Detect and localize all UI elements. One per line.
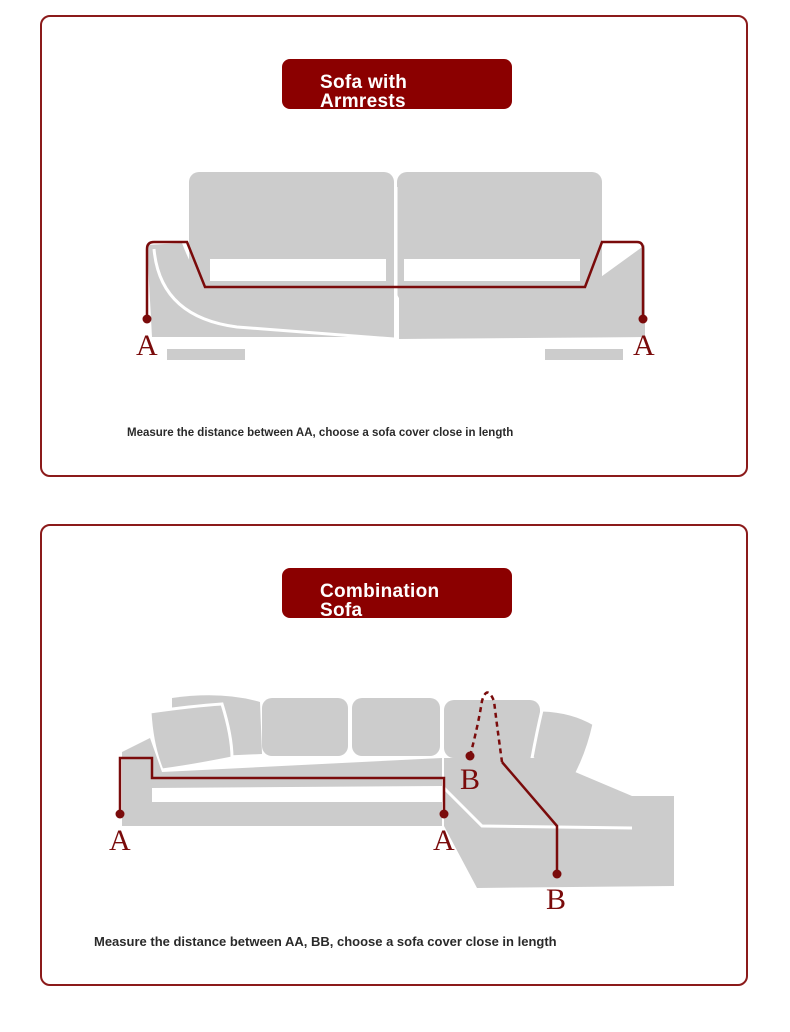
panel-sofa-with-armrests: [40, 15, 748, 477]
caption: Measure the distance between AA, BB, choose a sofa cover close in length: [94, 934, 557, 949]
marker-dot-a-left: [116, 810, 125, 819]
marker-b-top: B: [460, 763, 481, 796]
seat-highlight-left: [210, 259, 386, 281]
back-cushion-3: [352, 698, 440, 756]
leg-right: [545, 349, 623, 360]
panel-title: Combination Sofa: [320, 581, 440, 618]
leg-left: [167, 349, 245, 360]
back-cushion-right: [397, 172, 602, 302]
marker-dot-b-top: [466, 752, 475, 761]
marker-a-left: A: [109, 824, 131, 857]
marker-a-left: A: [136, 329, 158, 362]
marker-dot-a-right: [639, 315, 648, 324]
caption: Measure the distance between AA, choose a sofa cover close in length: [127, 427, 514, 439]
marker-dot-a-right: [440, 810, 449, 819]
marker-a-right: A: [433, 824, 455, 857]
combination-sofa-diagram: [42, 526, 750, 988]
panel-combination-sofa: [40, 524, 748, 986]
marker-a-right: A: [633, 329, 655, 362]
back-cushion-4: [444, 700, 540, 758]
panel-title: Sofa with Armrests: [320, 72, 408, 109]
marker-dot-b-bottom: [553, 870, 562, 879]
back-cushion-2: [262, 698, 348, 756]
seat-highlight-right: [404, 259, 580, 281]
marker-b-bottom: B: [546, 883, 567, 916]
seat-edge-highlight: [152, 786, 442, 802]
back-cushion-left: [189, 172, 394, 302]
marker-dot-a-left: [143, 315, 152, 324]
pillow-left: [150, 704, 232, 770]
sofa-armrests-diagram: [42, 17, 750, 479]
